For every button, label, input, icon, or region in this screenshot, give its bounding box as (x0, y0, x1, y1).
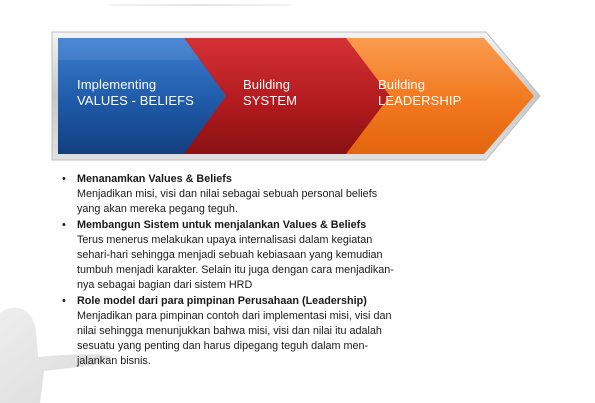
step-3-line2: LEADERSHIP (378, 93, 462, 108)
step-2-label (243, 77, 297, 109)
step-3-label (378, 77, 461, 109)
process-diagram (50, 30, 542, 162)
bullet-item (62, 294, 452, 370)
step-2-line2: SYSTEM (243, 93, 298, 108)
step-1-line2: VALUES - BELIEFS (77, 93, 194, 108)
bullet-body: Terus menerus melakukan upaya internalisasi dalam kegiatan sehari-hari sehingga menjadi sebuah kebiasaan yang kemudian tumbuh menjadi karakter. Selain itu juga dengan cara menjadikan- nya sebagai bagian dari sistem HRD (77, 233, 394, 292)
step-1-label (77, 77, 194, 109)
bullet-title: • Membangun Sistem untuk menjalankan Values & Beliefs (77, 218, 367, 231)
bullet-title: • Menanamkan Values & Beliefs (77, 173, 232, 185)
bullet-body: Menjadikan misi, visi dan nilai sebagai sebuah personal beliefs yang akan mereka pegang teguh. (77, 188, 378, 216)
bullet-item (62, 218, 452, 294)
bullet-list (62, 172, 452, 370)
step-2-line1: Building (243, 77, 291, 92)
top-decorative-line (110, 4, 290, 6)
bullet-item (62, 172, 452, 218)
bullet-body: Menjadikan para pimpinan contoh dari implementasi misi, visi dan nilai sehingga menunjukkan bahwa misi, visi dan nilai itu adalah sesuatu yang penting dan harus dipegang teguh dalam men- jalankan bisnis. (77, 309, 392, 368)
step-1-line1: Implementing (77, 77, 157, 92)
step-3-line1: Building (378, 77, 426, 92)
bullet-title: • Role model dari para pimpinan Perusahaan (Leadership) (77, 294, 367, 307)
